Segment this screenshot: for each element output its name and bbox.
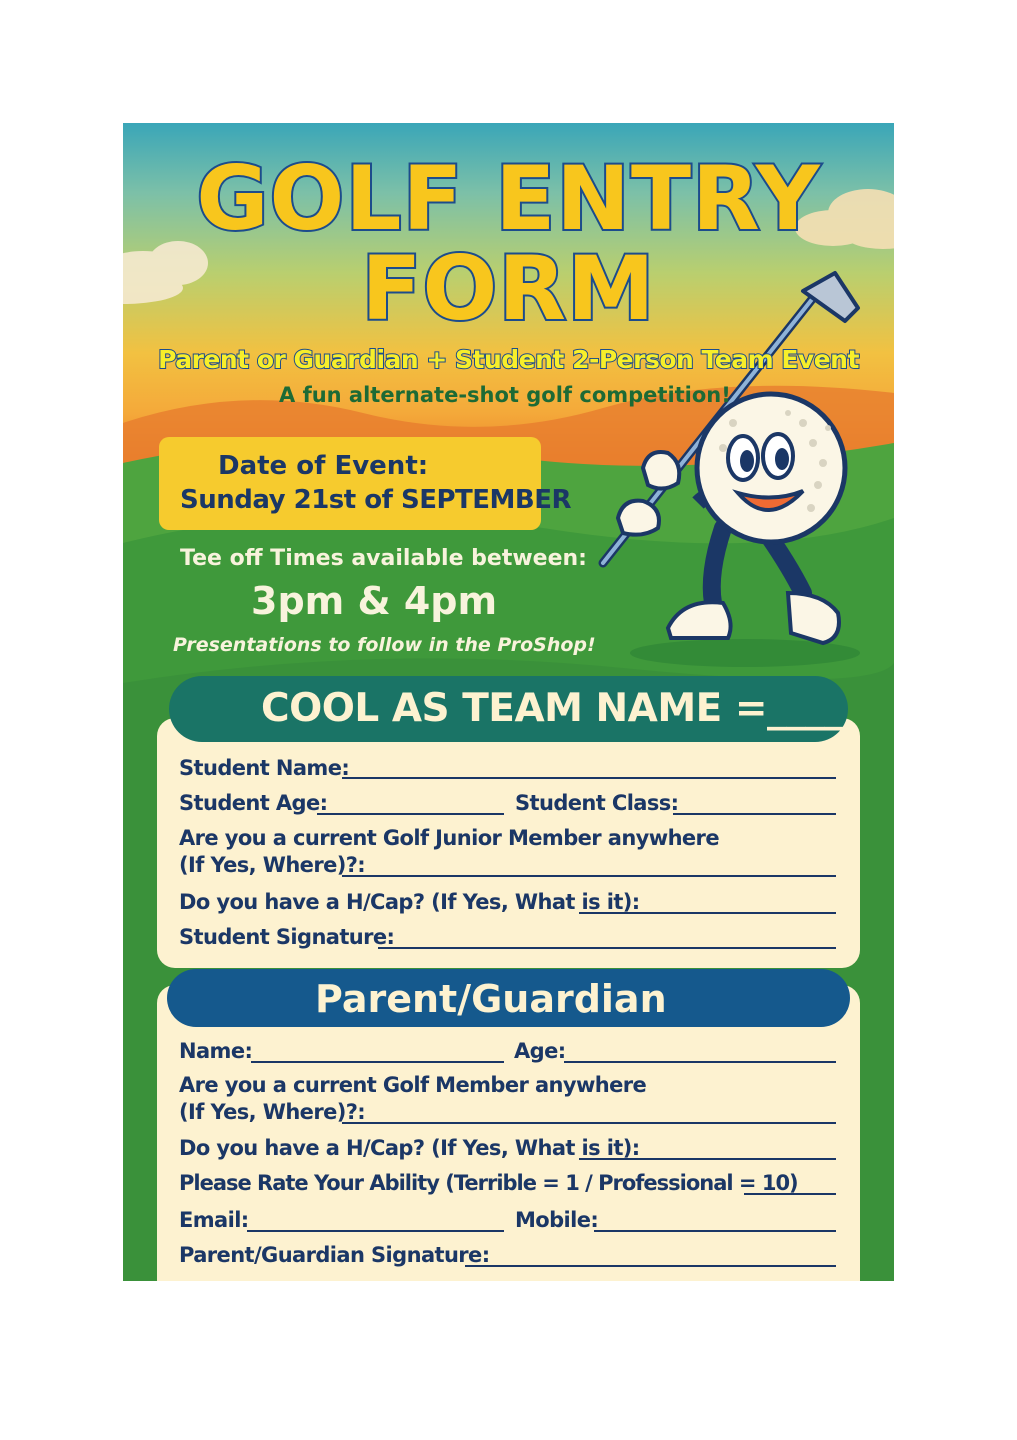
student-name-label: Student Name: [179,756,350,780]
parent-name-label: Name: [179,1039,253,1063]
parent-mobile-label: Mobile: [515,1208,599,1232]
team-name-heading: COOL AS TEAM NAME =____ [261,686,844,731]
parent-mobile-field[interactable] [594,1230,836,1232]
parent-member-field[interactable] [342,1122,836,1124]
student-age-label: Student Age: [179,791,328,815]
student-member-field[interactable] [342,875,836,877]
parent-ability-field[interactable] [744,1193,836,1195]
tee-times-value: 3pm & 4pm [251,579,498,623]
title-line-2: FORM [361,237,656,340]
student-signature-label: Student Signature: [179,925,395,949]
student-class-label: Student Class: [515,791,679,815]
date-value: Sunday 21st of SEPTEMBER [180,485,571,515]
parent-member-where-label: (If Yes, Where)?: [179,1100,366,1124]
parent-signature-field[interactable] [465,1265,836,1267]
parent-age-field[interactable] [564,1061,836,1063]
parent-member-question: Are you a current Golf Member anywhere [179,1073,647,1097]
student-member-question: Are you a current Golf Junior Member anywhere [179,826,719,850]
parent-ability-label: Please Rate Your Ability (Terrible = 1 / Professional = 10) [179,1171,798,1195]
student-hcap-field[interactable] [579,912,836,914]
parent-heading: Parent/Guardian [315,977,667,1021]
presentations-note: Presentations to follow in the ProShop! [173,634,596,656]
student-hcap-label: Do you have a H/Cap? (If Yes, What is it): [179,890,640,914]
parent-hcap-field[interactable] [579,1158,836,1160]
student-class-field[interactable] [673,813,836,815]
parent-age-label: Age: [514,1039,566,1063]
parent-name-field[interactable] [251,1061,504,1063]
student-signature-field[interactable] [378,947,836,949]
parent-email-field[interactable] [247,1230,504,1232]
student-name-field[interactable] [342,777,836,779]
tagline: A fun alternate-shot golf competition! [279,383,731,407]
date-label: Date of Event: [218,451,429,481]
parent-section [157,985,860,1281]
parent-email-label: Email: [179,1208,249,1232]
entry-form-poster [123,123,894,1281]
tee-times-label: Tee off Times available between: [180,546,587,571]
subtitle: Parent or Guardian + Student 2-Person Team Event [158,345,859,374]
student-age-field[interactable] [317,813,504,815]
parent-signature-label: Parent/Guardian Signature: [179,1243,490,1267]
title-line-1: GOLF ENTRY [196,147,821,250]
parent-hcap-label: Do you have a H/Cap? (If Yes, What is it): [179,1136,640,1160]
student-member-where-label: (If Yes, Where)?: [179,853,366,877]
